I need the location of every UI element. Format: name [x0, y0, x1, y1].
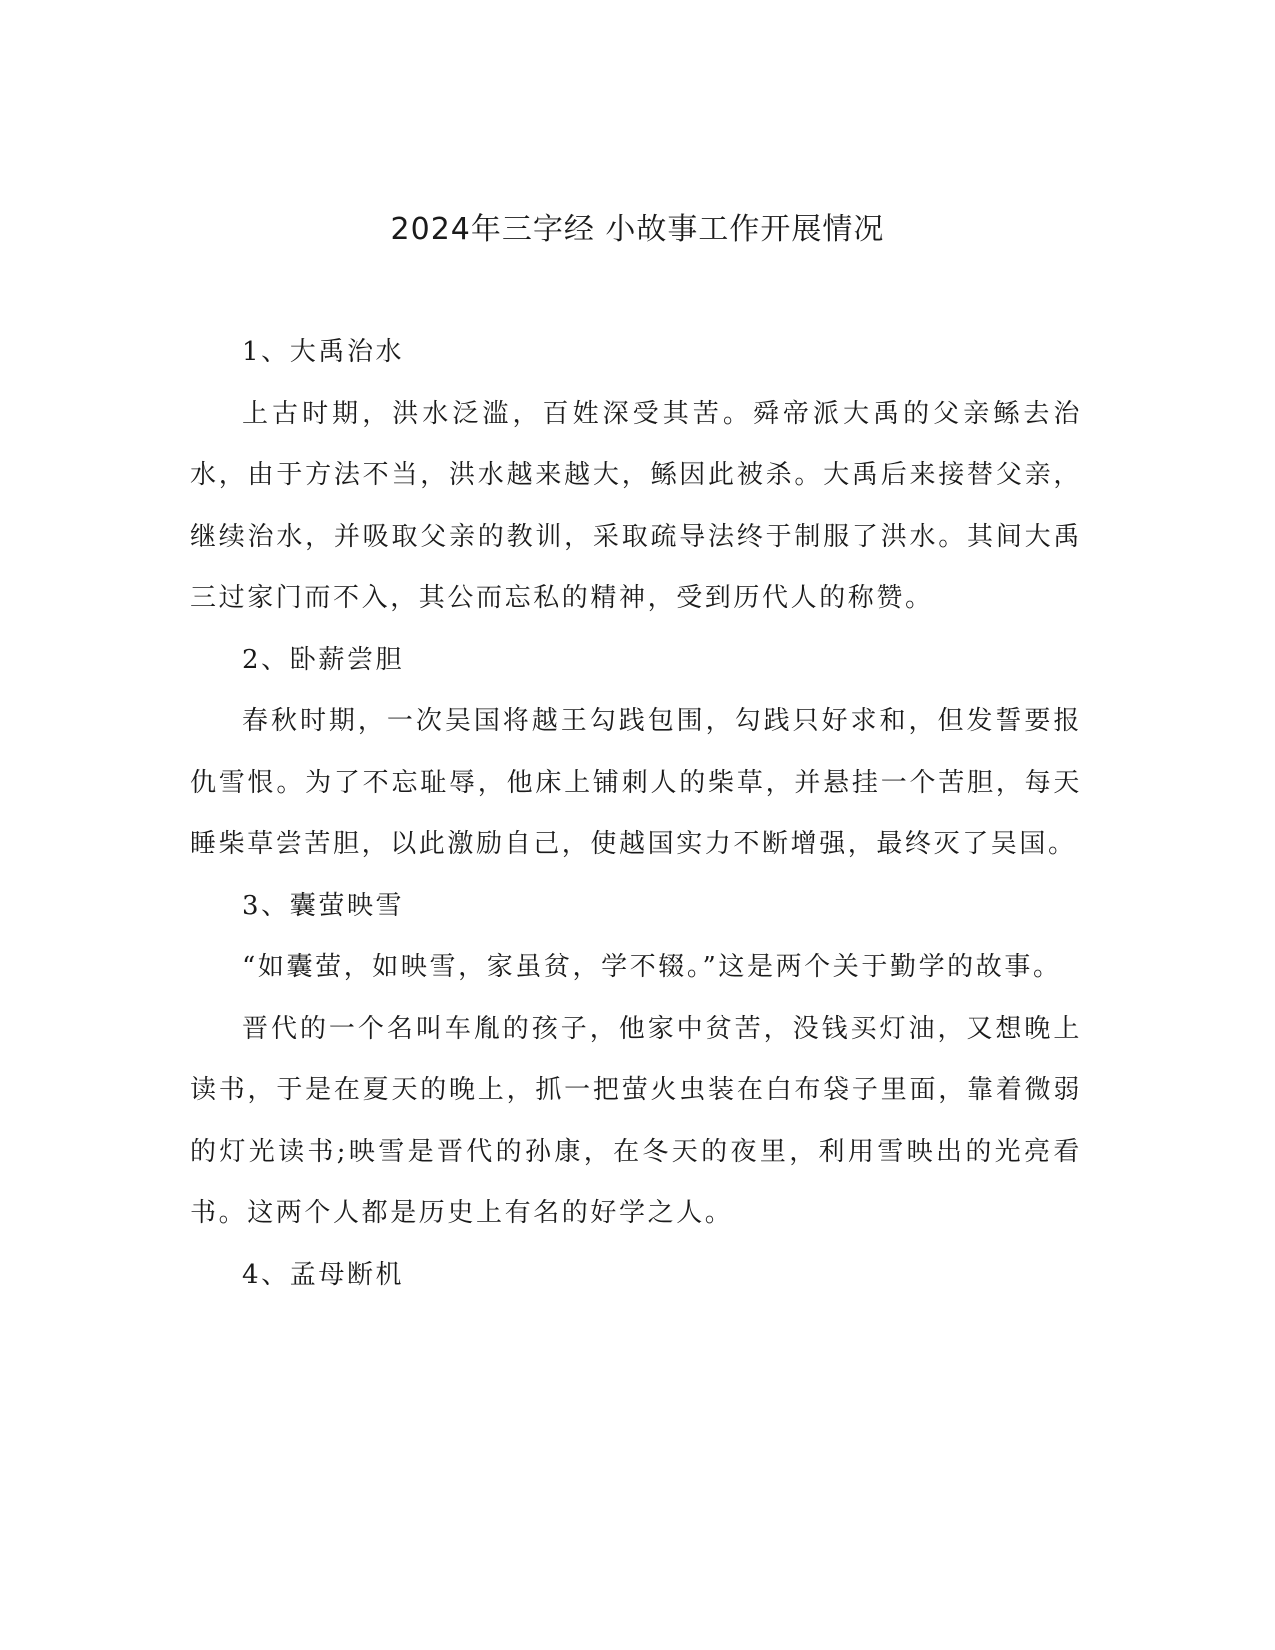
story-heading: 2、卧薪尝胆: [242, 644, 405, 675]
story-paragraph: “如囊萤，如映雪，家虽贫，学不辍。”这是两个关于勤学的故事。: [242, 952, 1062, 982]
document-body: [190, 322, 1082, 1306]
story-paragraph: 春秋时期，一次吴国将越王勾践包围，勾践只好求和，但发誓要报仇雪恨。为了不忘耻辱，他床上铺刺人的柴草，并悬挂一个苦胆，每天睡柴草尝苦胆，以此激励自己，使越国实力不断增强，最终灭了吴国。: [190, 706, 1082, 859]
story-heading: 4、孟母断机: [242, 1259, 405, 1290]
story-heading: 3、囊萤映雪: [242, 890, 405, 921]
document-title: 2024年三字经 小故事工作开展情况: [390, 212, 885, 247]
story-paragraph: 上古时期，洪水泛滥，百姓深受其苦。舜帝派大禹的父亲鲧去治水，由于方法不当，洪水越来越大，鲧因此被杀。大禹后来接替父亲，继续治水，并吸取父亲的教训，采取疏导法终于制服了洪水。其间大禹三过家门而不入，其公而忘私的精神，受到历代人的称赞。: [190, 398, 1082, 613]
story-heading: 1、大禹治水: [242, 337, 405, 367]
story-paragraph: 晋代的一个名叫车胤的孩子，他家中贫苦，没钱买灯油，又想晚上读书，于是在夏天的晚上，抓一把萤火虫装在白布袋子里面，靠着微弱的灯光读书;映雪是晋代的孙康，在冬天的夜里，利用雪映出的光亮看书。这两个人都是历史上有名的好学之人。: [190, 1013, 1082, 1228]
